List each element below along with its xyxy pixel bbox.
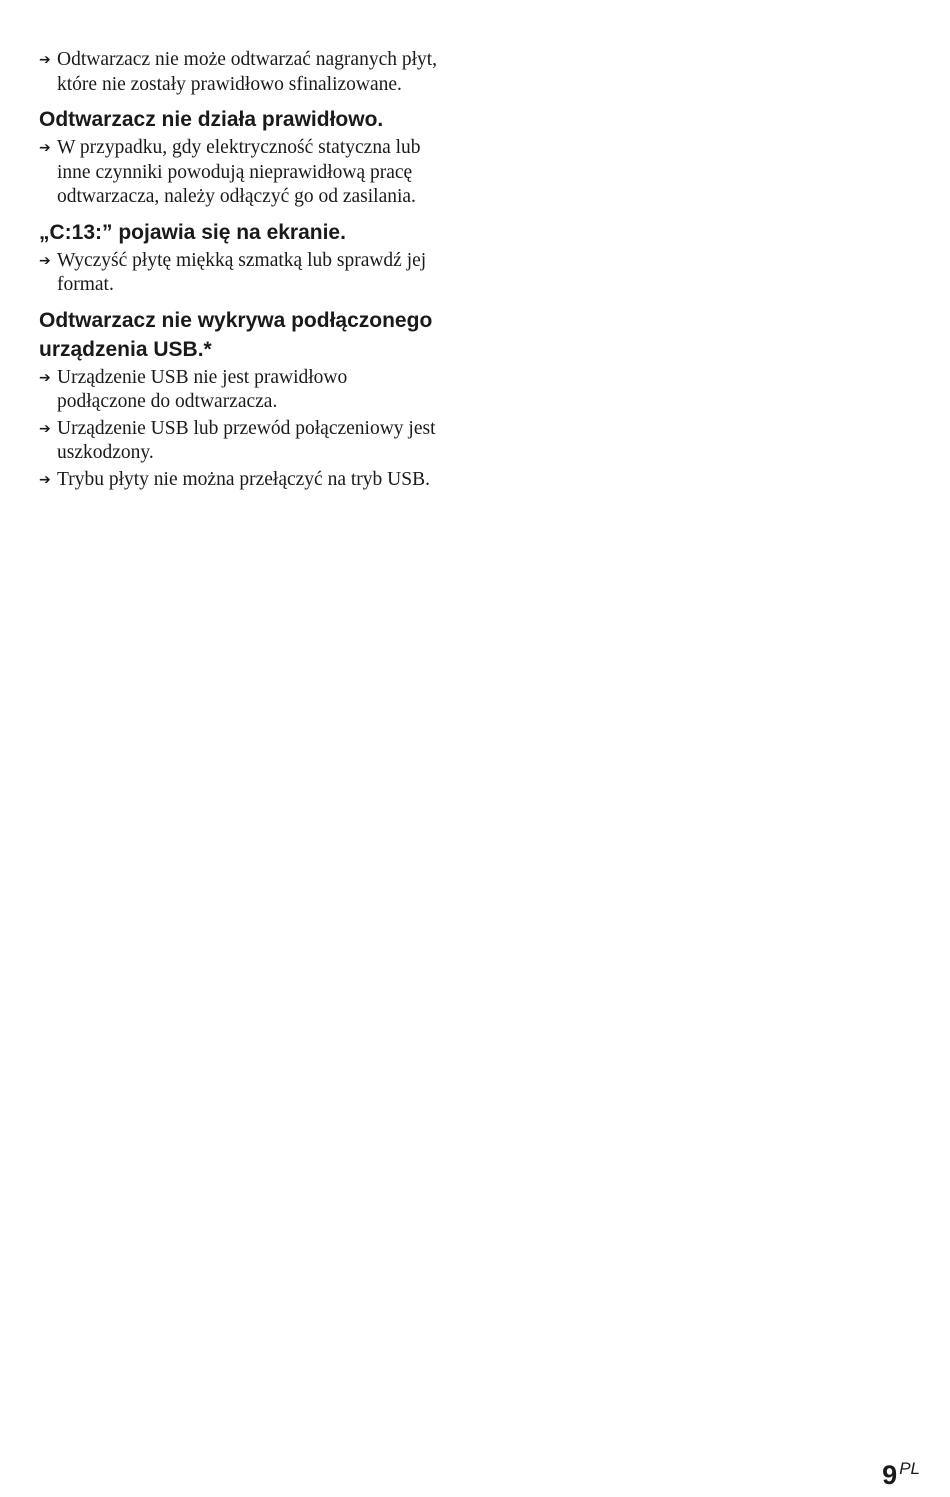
list-item: [39, 417, 439, 466]
troubleshooting-column: [39, 48, 439, 492]
language-code: PL: [899, 1459, 920, 1478]
list-item-text: W przypadku, gdy elektryczność statyczna lub inne czynniki powodują nieprawidłową pracę odtwarzacza, należy odłączyć go od zasilania.: [57, 137, 421, 207]
right-arrow-icon: ➔: [39, 420, 51, 437]
list-item-text: Urządzenie USB lub przewód połączeniowy jest uszkodzony.: [57, 417, 436, 463]
right-arrow-icon: ➔: [39, 471, 51, 488]
list-item: [39, 249, 439, 298]
list-item-text: Wyczyść płytę miękką szmatką lub sprawdź jej format.: [57, 249, 427, 295]
list-item-text: Trybu płyty nie można przełączyć na tryb USB.: [57, 468, 430, 490]
list-item: [39, 48, 439, 97]
section-heading: Odtwarzacz nie działa prawidłowo.: [39, 108, 384, 131]
list-item: [39, 366, 439, 415]
list-item: [39, 136, 439, 210]
list-item: [39, 468, 439, 493]
right-arrow-icon: ➔: [39, 140, 51, 156]
right-arrow-icon: ➔: [39, 369, 51, 386]
right-arrow-icon: ➔: [39, 52, 51, 68]
section-heading: „C:13:” pojawia się na ekranie.: [39, 220, 346, 244]
section-heading: Odtwarzacz nie wykrywa podłączonego urządzenia USB.*: [39, 308, 433, 361]
page-number: [882, 1460, 920, 1489]
page-number-value: 9: [882, 1460, 898, 1490]
right-arrow-icon: ➔: [39, 252, 51, 269]
list-item-text: Urządzenie USB nie jest prawidłowo podłączone do odtwarzacza.: [57, 366, 348, 412]
list-item-text: Odtwarzacz nie może odtwarzać nagranych płyt, które nie zostały prawidłowo sfinalizowane.: [57, 49, 438, 95]
